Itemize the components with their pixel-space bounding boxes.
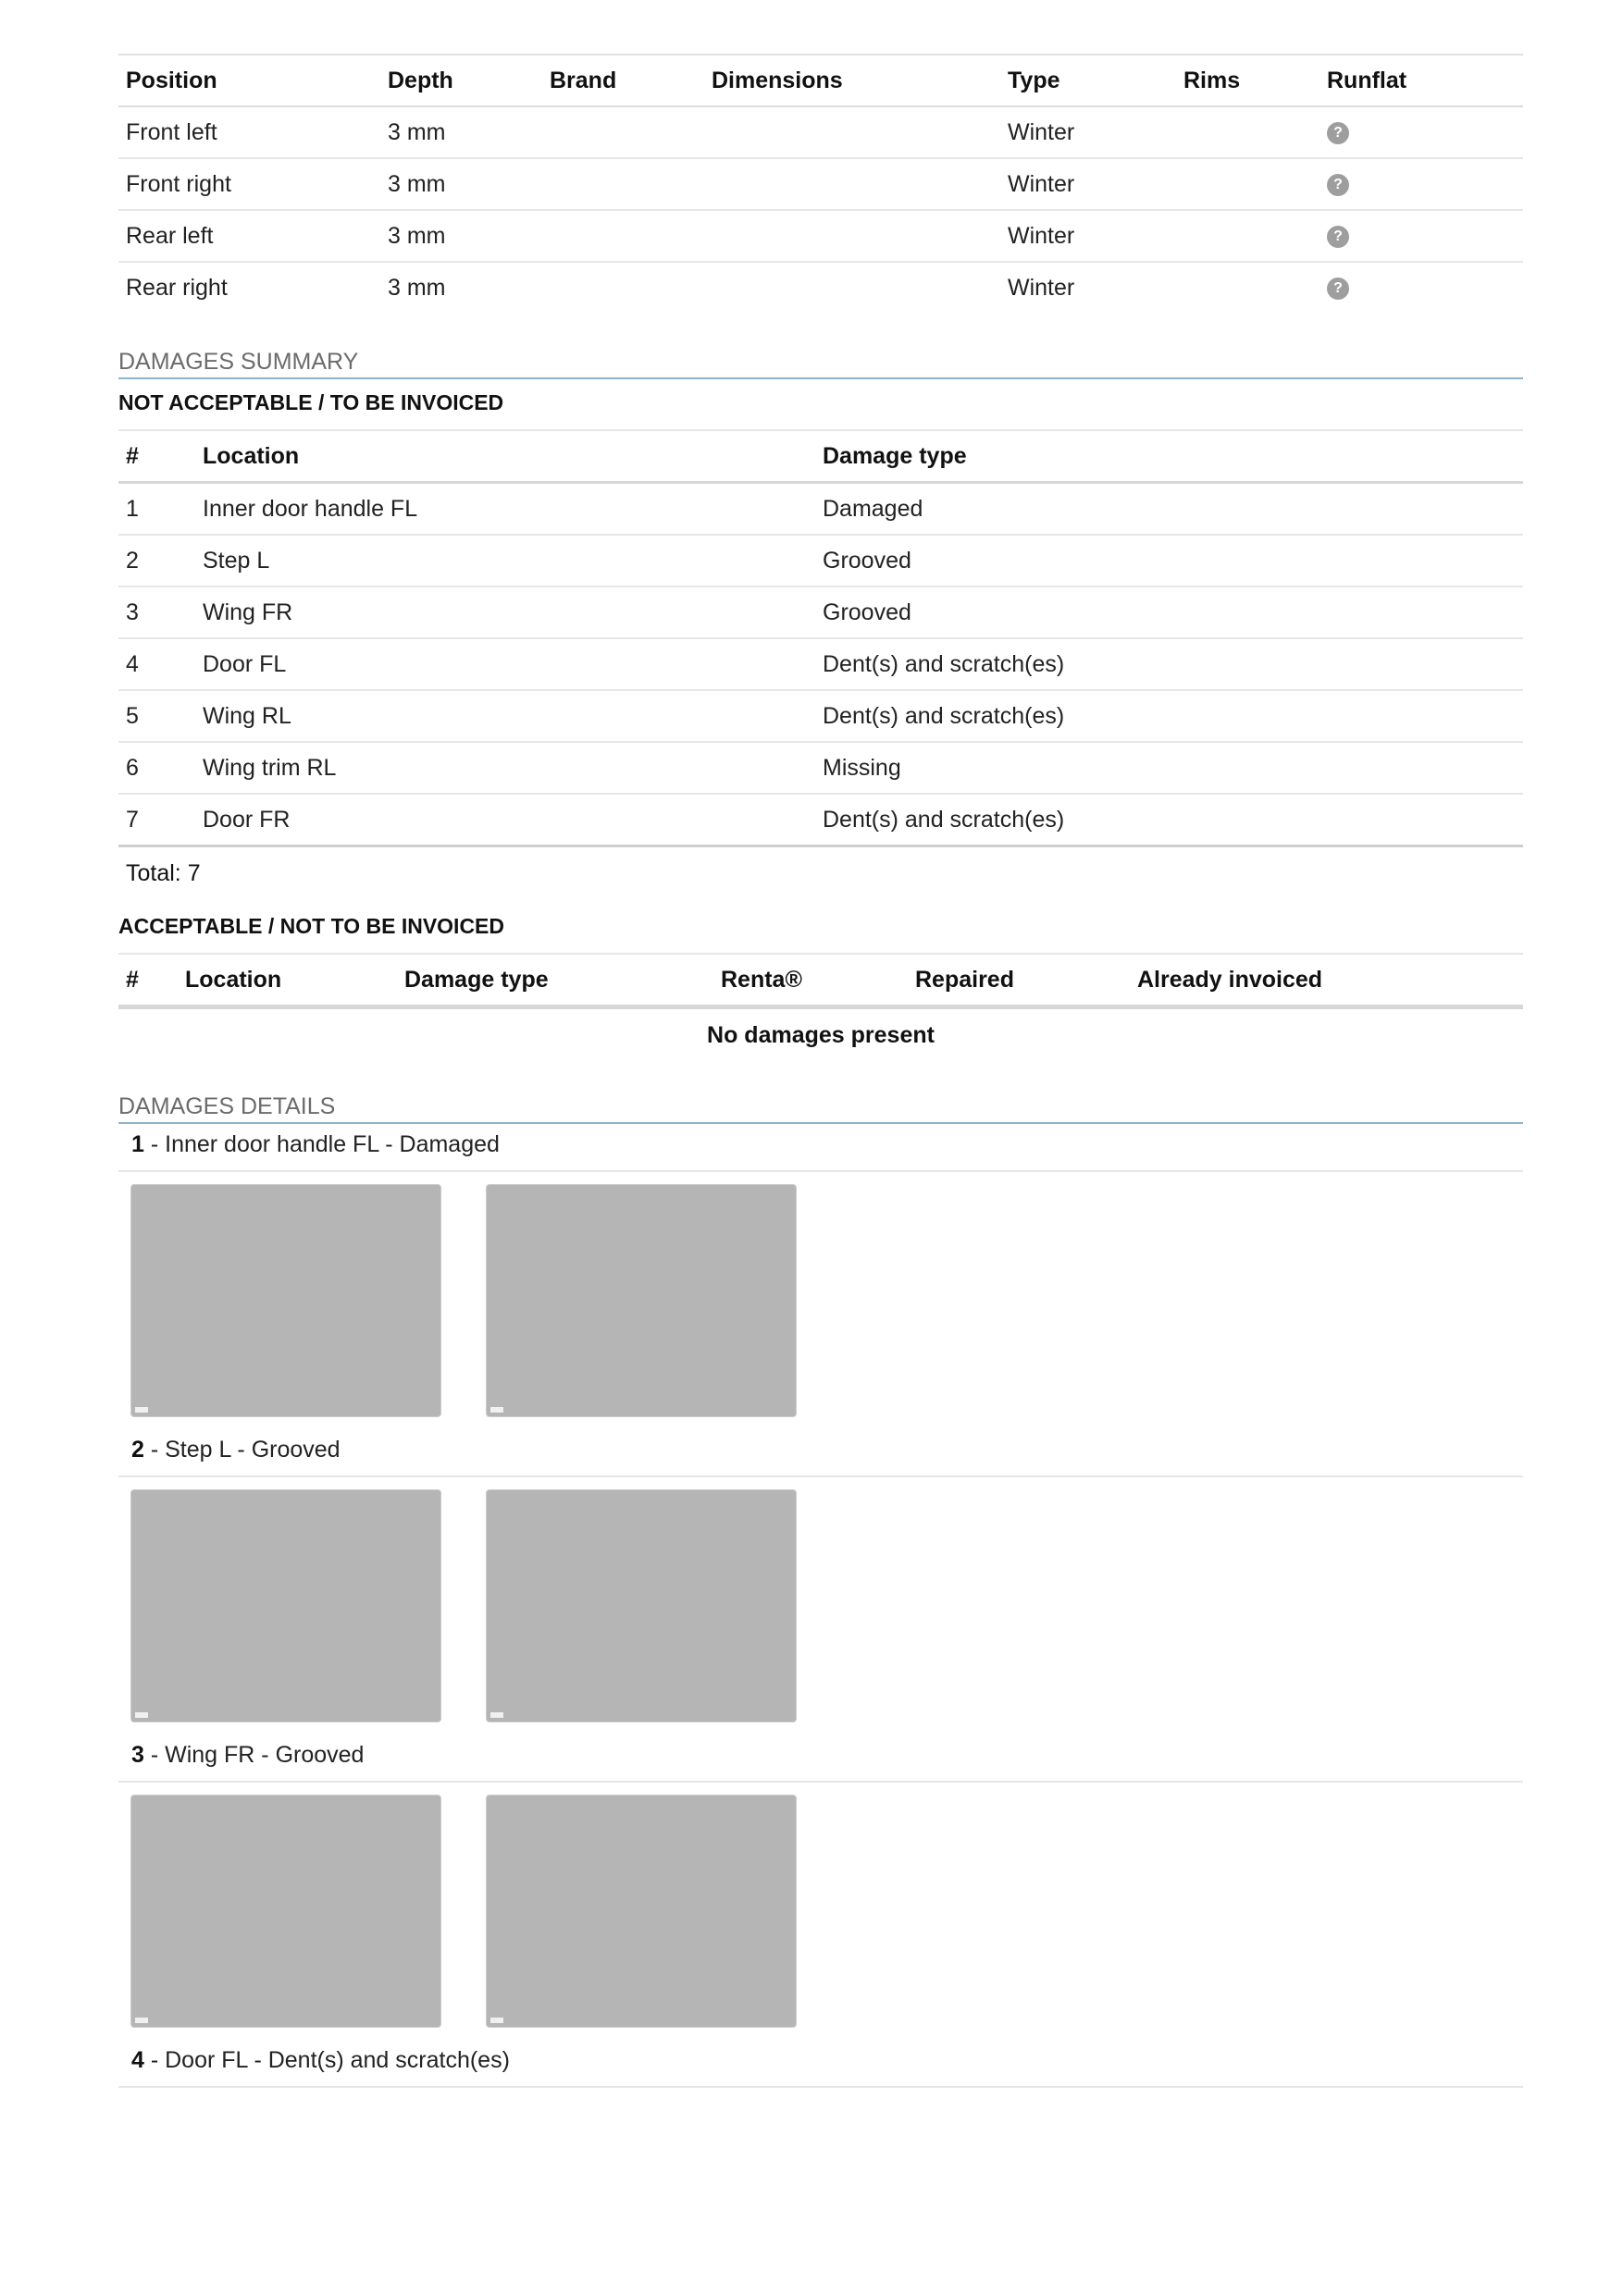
damage-photos <box>118 1783 1523 2040</box>
tire-position: Front right <box>126 170 231 197</box>
damage-detail-number: 3 <box>131 1742 144 1768</box>
damage-detail <box>118 1124 1523 1429</box>
question-mark-icon[interactable]: ? <box>1327 174 1349 196</box>
table-row <box>118 794 1523 846</box>
tire-type: Winter <box>1008 222 1075 249</box>
tire-position: Rear left <box>126 222 214 249</box>
tire-dimensions <box>704 262 1000 313</box>
damage-location: Step L <box>203 547 270 574</box>
tire-rims <box>1176 158 1319 210</box>
photo-watermark <box>135 1407 148 1413</box>
col-header-number: # <box>126 966 139 993</box>
acceptable-table <box>118 955 1523 1009</box>
not-acceptable-table <box>118 431 1523 847</box>
damage-type: Missing <box>823 754 901 781</box>
acceptable-header-row <box>118 955 1523 1007</box>
damage-detail-text: - Wing FR - Grooved <box>143 1742 365 1768</box>
damage-detail-text: - Door FL - Dent(s) and scratch(es) <box>143 2047 510 2073</box>
photo-watermark <box>490 1712 503 1718</box>
damage-type: Damaged <box>823 495 923 522</box>
col-header-damage-type: Damage type <box>404 966 549 993</box>
col-header-type: Type <box>1008 67 1060 93</box>
tire-position: Front left <box>126 118 217 145</box>
tire-depth: 3 mm <box>388 170 446 197</box>
damage-number: 5 <box>126 702 139 729</box>
damage-detail-text: - Step L - Grooved <box>143 1437 341 1463</box>
photo-watermark <box>490 2018 503 2023</box>
col-header-damage-type: Damage type <box>823 442 967 469</box>
damage-photo[interactable] <box>131 1490 440 1722</box>
tire-brand <box>542 262 704 313</box>
tire-depth: 3 mm <box>388 118 446 145</box>
col-header-already-invoiced: Already invoiced <box>1137 966 1323 993</box>
damage-detail-title <box>118 2040 1523 2088</box>
col-header-number: # <box>126 442 139 469</box>
table-row <box>118 210 1523 262</box>
table-row <box>118 106 1523 158</box>
tire-dimensions <box>704 106 1000 158</box>
tire-rims <box>1176 106 1319 158</box>
table-row <box>118 690 1523 742</box>
damages-summary-title: DAMAGES SUMMARY <box>118 348 1523 379</box>
tire-depth: 3 mm <box>388 222 446 249</box>
damage-detail-number: 4 <box>131 2047 144 2073</box>
question-mark-icon[interactable]: ? <box>1327 226 1349 248</box>
damage-location: Door FL <box>203 650 287 677</box>
damage-location: Wing trim RL <box>203 754 337 781</box>
damage-detail-title <box>118 1734 1523 1783</box>
damage-number: 1 <box>126 495 139 522</box>
damage-location: Inner door handle FL <box>203 495 418 522</box>
tires-table <box>118 54 1523 313</box>
tire-depth: 3 mm <box>388 274 446 301</box>
damage-type: Dent(s) and scratch(es) <box>823 650 1065 677</box>
damage-detail-title <box>118 1124 1523 1172</box>
col-header-runflat: Runflat <box>1327 67 1407 93</box>
damage-location: Door FR <box>203 806 291 833</box>
table-row <box>118 586 1523 638</box>
table-row <box>118 638 1523 690</box>
damage-location: Wing RL <box>203 702 291 729</box>
damage-type: Grooved <box>823 599 911 625</box>
damage-number: 3 <box>126 599 139 625</box>
damage-photos <box>118 1172 1523 1429</box>
damage-detail-title <box>118 1429 1523 1477</box>
table-row <box>118 158 1523 210</box>
damage-photo[interactable] <box>487 1490 796 1722</box>
photo-watermark <box>490 1407 503 1413</box>
damage-location: Wing FR <box>203 599 293 625</box>
damage-photo[interactable] <box>131 1796 440 2027</box>
table-row <box>118 483 1523 536</box>
damage-number: 4 <box>126 650 139 677</box>
tire-brand <box>542 210 704 262</box>
damage-detail-number: 1 <box>131 1131 144 1157</box>
table-row <box>118 535 1523 586</box>
damage-type: Dent(s) and scratch(es) <box>823 702 1065 729</box>
not-acceptable-header-row <box>118 431 1523 483</box>
col-header-renta: Renta® <box>721 966 802 993</box>
table-row <box>118 742 1523 794</box>
damage-number: 2 <box>126 547 139 574</box>
damage-number: 7 <box>126 806 139 833</box>
tire-position: Rear right <box>126 274 228 301</box>
tire-type: Winter <box>1008 274 1075 301</box>
damage-detail-number: 2 <box>131 1437 144 1463</box>
damages-details-title: DAMAGES DETAILS <box>118 1092 1523 1124</box>
report-content <box>118 54 1523 2088</box>
photo-watermark <box>135 1712 148 1718</box>
tire-brand <box>542 106 704 158</box>
damage-detail-text: - Inner door handle FL - Damaged <box>143 1131 500 1157</box>
tire-runflat <box>1319 106 1523 158</box>
col-header-depth: Depth <box>388 67 453 93</box>
damage-detail <box>118 1734 1523 2040</box>
damages-total: Total: 7 <box>126 860 201 886</box>
damage-photo[interactable] <box>487 1185 796 1416</box>
damage-detail <box>118 1429 1523 1734</box>
tire-rims <box>1176 210 1319 262</box>
col-header-location: Location <box>185 966 282 993</box>
tire-type: Winter <box>1008 118 1075 145</box>
col-header-location: Location <box>203 442 300 469</box>
tire-brand <box>542 158 704 210</box>
tire-dimensions <box>704 210 1000 262</box>
damage-detail <box>118 2040 1523 2088</box>
table-row <box>118 262 1523 313</box>
tires-header-row <box>118 55 1523 106</box>
col-header-repaired: Repaired <box>915 966 1014 993</box>
tire-rims <box>1176 262 1319 313</box>
damage-type: Dent(s) and scratch(es) <box>823 806 1065 833</box>
col-header-brand: Brand <box>550 67 617 93</box>
no-damages-message: No damages present <box>707 1022 935 1048</box>
col-header-dimensions: Dimensions <box>712 67 843 93</box>
damage-photos <box>118 1477 1523 1734</box>
col-header-rims: Rims <box>1183 67 1241 93</box>
tire-runflat <box>1319 158 1523 210</box>
damage-photo[interactable] <box>487 1796 796 2027</box>
tire-runflat <box>1319 262 1523 313</box>
damage-number: 6 <box>126 754 139 781</box>
question-mark-icon[interactable]: ? <box>1327 278 1349 300</box>
acceptable-title: ACCEPTABLE / NOT TO BE INVOICED <box>118 912 1523 955</box>
tire-type: Winter <box>1008 170 1075 197</box>
question-mark-icon[interactable]: ? <box>1327 122 1349 144</box>
damage-photo[interactable] <box>131 1185 440 1416</box>
col-header-position: Position <box>126 67 217 93</box>
tire-runflat <box>1319 210 1523 262</box>
not-acceptable-title: NOT ACCEPTABLE / TO BE INVOICED <box>118 389 1523 431</box>
photo-watermark <box>135 2018 148 2023</box>
damage-type: Grooved <box>823 547 911 574</box>
tire-dimensions <box>704 158 1000 210</box>
